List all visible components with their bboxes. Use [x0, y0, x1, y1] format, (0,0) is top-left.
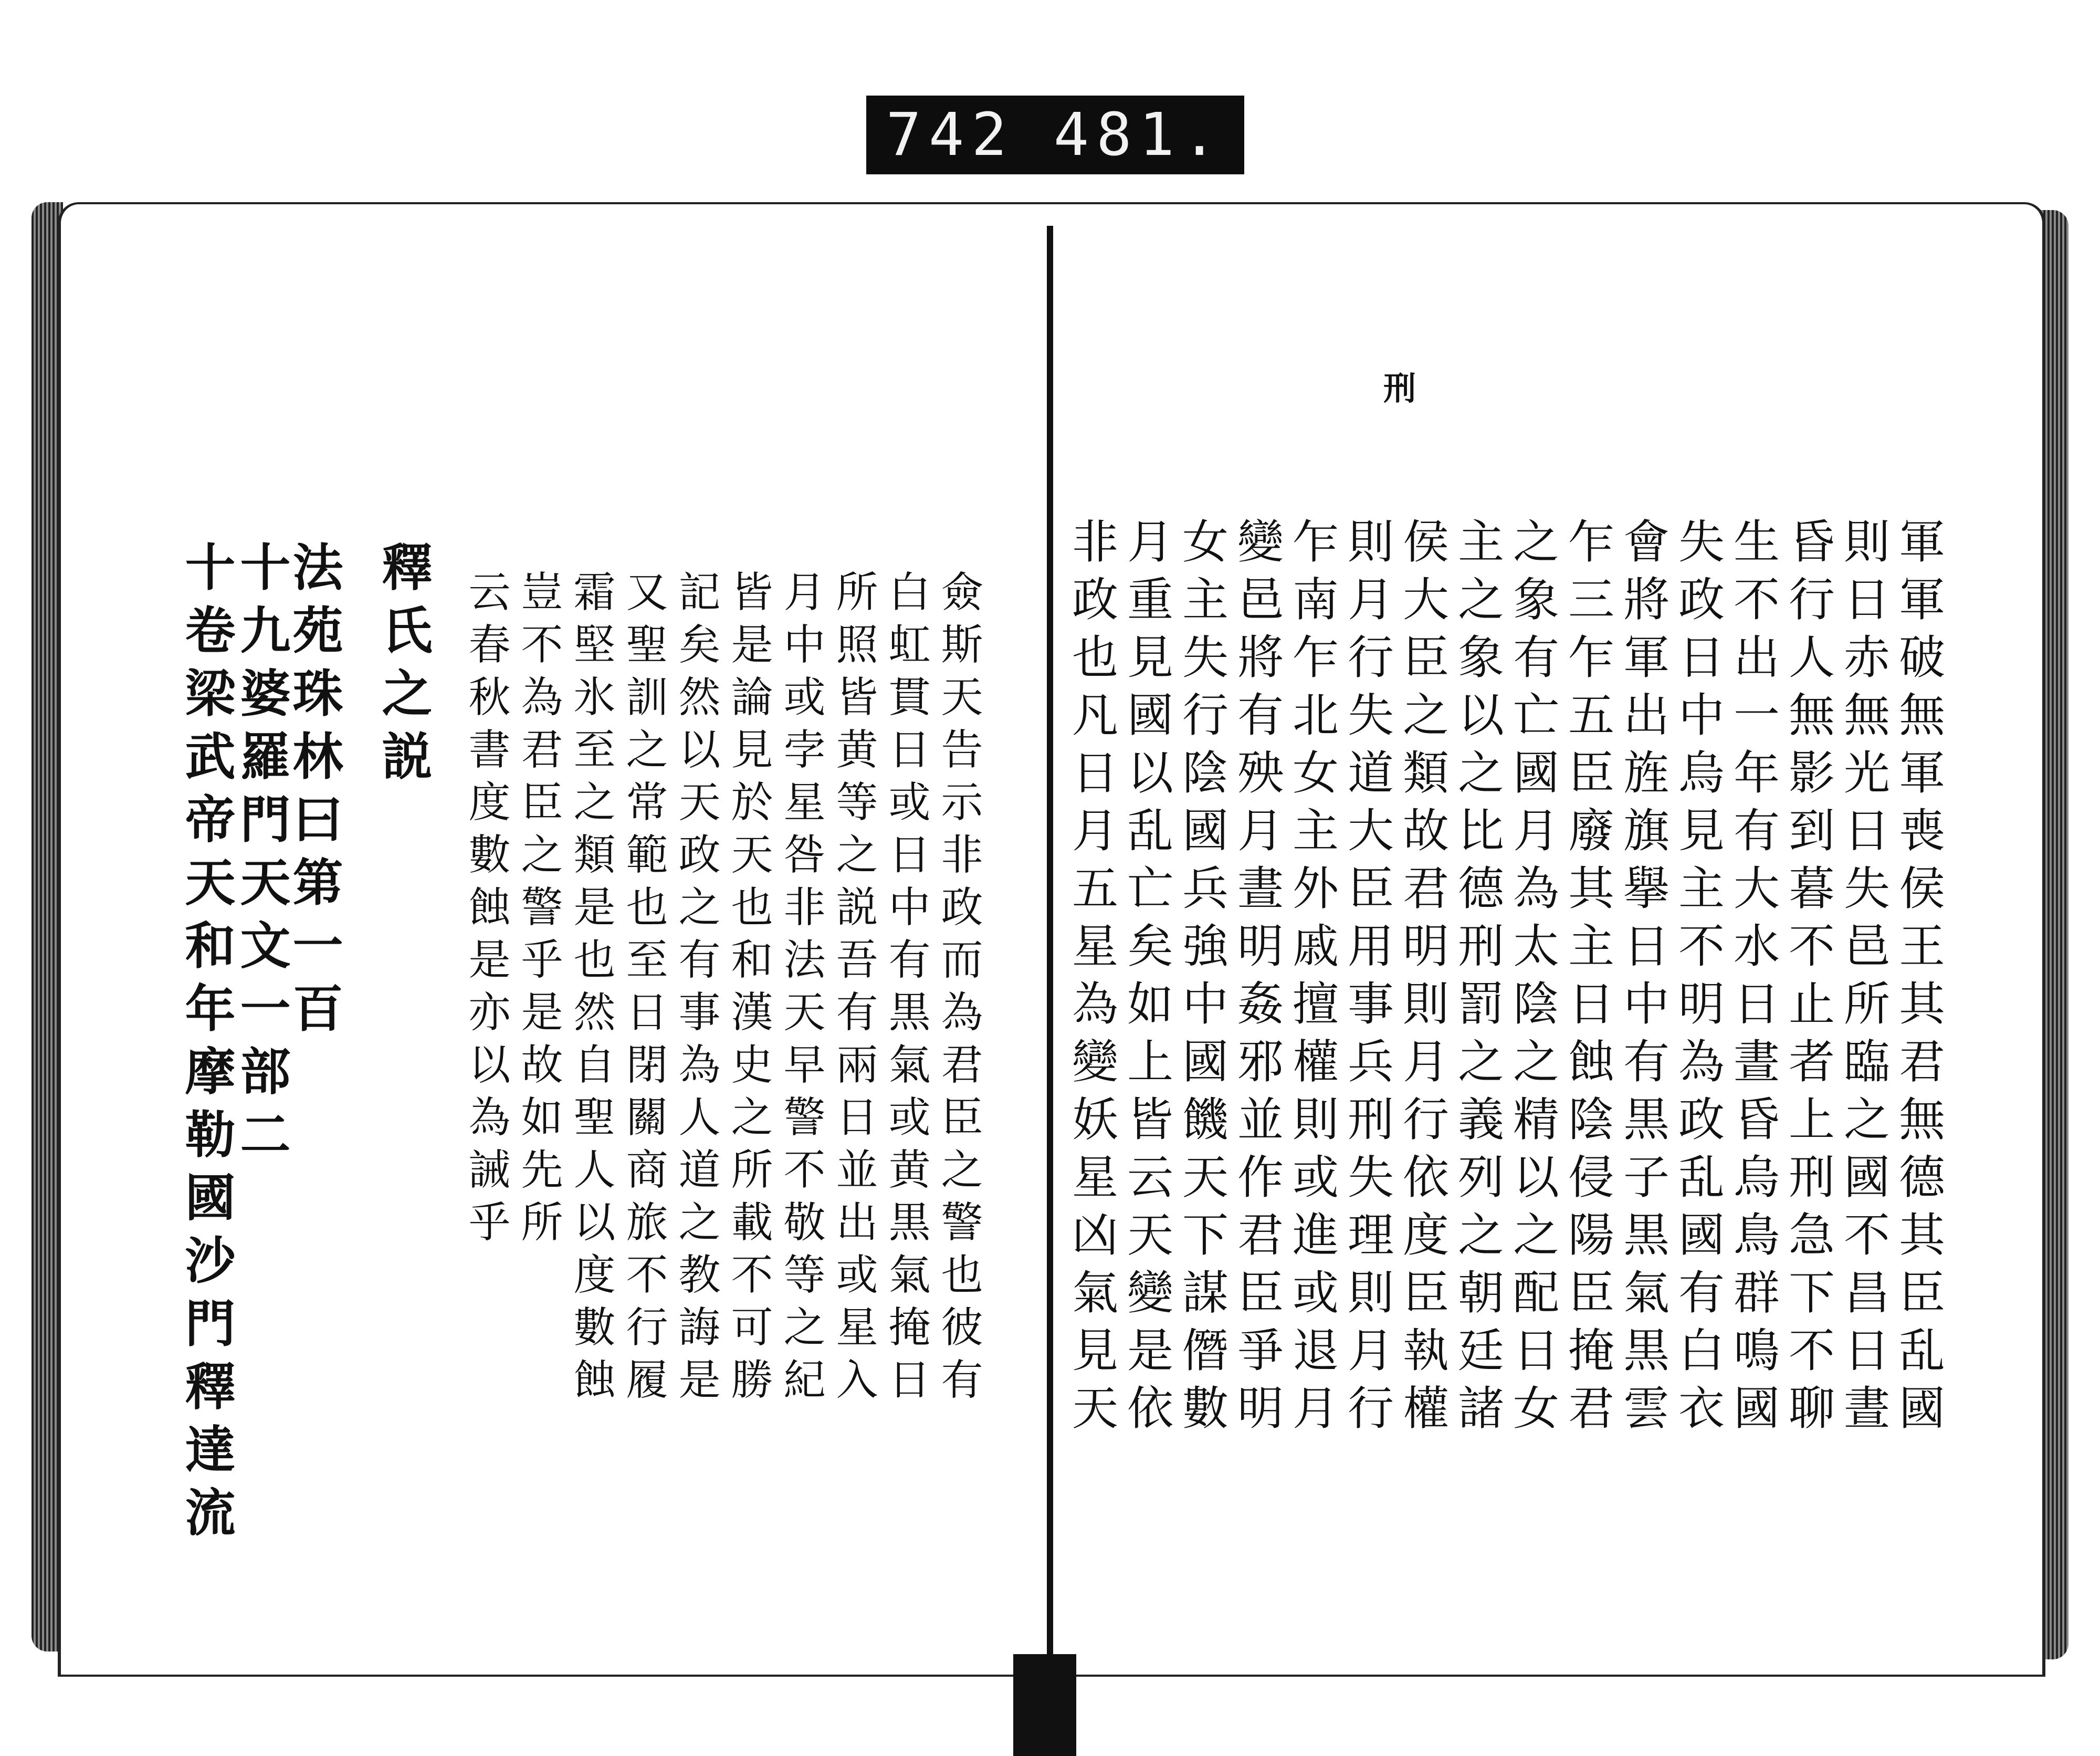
- left-page-column-7: 又聖訓之常範也至日閉關商旅不行履: [619, 570, 668, 1410]
- film-frame-label: [866, 96, 1244, 174]
- left-page-column-14: 十卷梁武帝天和年摩勒國沙門釋達流: [177, 541, 236, 1549]
- right-page-column-5: 失政日中烏見主不明為政乱國有白衣: [1671, 517, 1725, 1441]
- right-page-column-10: 侯大臣之類故君明則月行依度臣執權: [1395, 517, 1450, 1441]
- right-page-column-4: 生不出一年有大水日晝昏烏鳥群鳴國: [1726, 517, 1780, 1441]
- left-page-column-5: 皆是論見於天也和漢史之所載不可勝: [724, 570, 773, 1410]
- right-page-column-6: 會將軍出旌旗擧日中有黒子黒氣黒雲: [1616, 517, 1670, 1441]
- right-page-column-1: 軍軍破無軍喪侯王其君無德其臣乱國: [1892, 517, 1946, 1441]
- spine-tab: [1013, 1654, 1076, 1756]
- right-page-column-16: 非政也凡日月五星為變妖星凶氣見天: [1065, 517, 1119, 1441]
- film-label-right-number: 481.: [1053, 101, 1225, 169]
- right-page-column-12: 乍南乍北女主外戚擅權則或進或退月: [1285, 517, 1339, 1441]
- right-page-column-15: 月重見國以乱亡矣如上皆云天變是依: [1120, 517, 1174, 1441]
- left-page-column-9: 豈不為君臣之警乎是故如先所: [514, 570, 563, 1252]
- left-page-column-13: 十九婆羅門天文一部二: [232, 541, 291, 1171]
- section-heading-shakushi-no-setsu: 釋氏之説: [374, 541, 433, 793]
- film-label-left-number: 742: [886, 101, 1014, 169]
- left-page-column-8: 霜堅氷至之類是也然自聖人以度數蝕: [566, 570, 615, 1410]
- left-page-column-6: 記矣然以天政之有事為人道之教誨是: [671, 570, 720, 1410]
- right-page-column-8: 之象有亡國月為太陰之精以之配日女: [1506, 517, 1560, 1441]
- right-page-column-3: 昏行人無影到暮不止者上刑急下不聊: [1781, 517, 1835, 1441]
- left-page-column-10: 云春秋書度數蝕是亦以為誡乎: [461, 570, 510, 1252]
- page-heading-mark: 刑: [1383, 369, 1416, 407]
- right-page-column-14: 女主失行陰國兵強中國饑天下謀僭數: [1175, 517, 1229, 1441]
- right-page-column-9: 主之象以之比德刑罰之義列之朝廷諸: [1451, 517, 1505, 1441]
- book-spine: [1047, 226, 1053, 1675]
- left-page-column-2: 白虹貫日或日中有黒氣或黄黒氣掩日: [881, 570, 930, 1410]
- left-page-column-3: 所照皆黄等之説吾有兩日並出或星入: [829, 570, 878, 1410]
- right-page-column-2: 則日赤無光日失邑所臨之國不昌日晝: [1836, 517, 1891, 1441]
- right-page-column-11: 則月行失道大臣用事兵刑失理則月行: [1340, 517, 1394, 1441]
- left-page-column-12: 法苑珠林曰第一百: [285, 541, 344, 1045]
- left-page-column-4: 月中或孛星咎非法天早警不敬等之紀: [776, 570, 825, 1410]
- right-page-column-13: 變邑將有殃月晝明姦邪並作君臣爭明: [1230, 517, 1284, 1441]
- right-page-column-7: 乍三乍五臣廢其主日蝕陰侵陽臣掩君: [1561, 517, 1615, 1441]
- left-page-column-1: 僉斯天告示非政而為君臣之警也彼有: [934, 570, 983, 1410]
